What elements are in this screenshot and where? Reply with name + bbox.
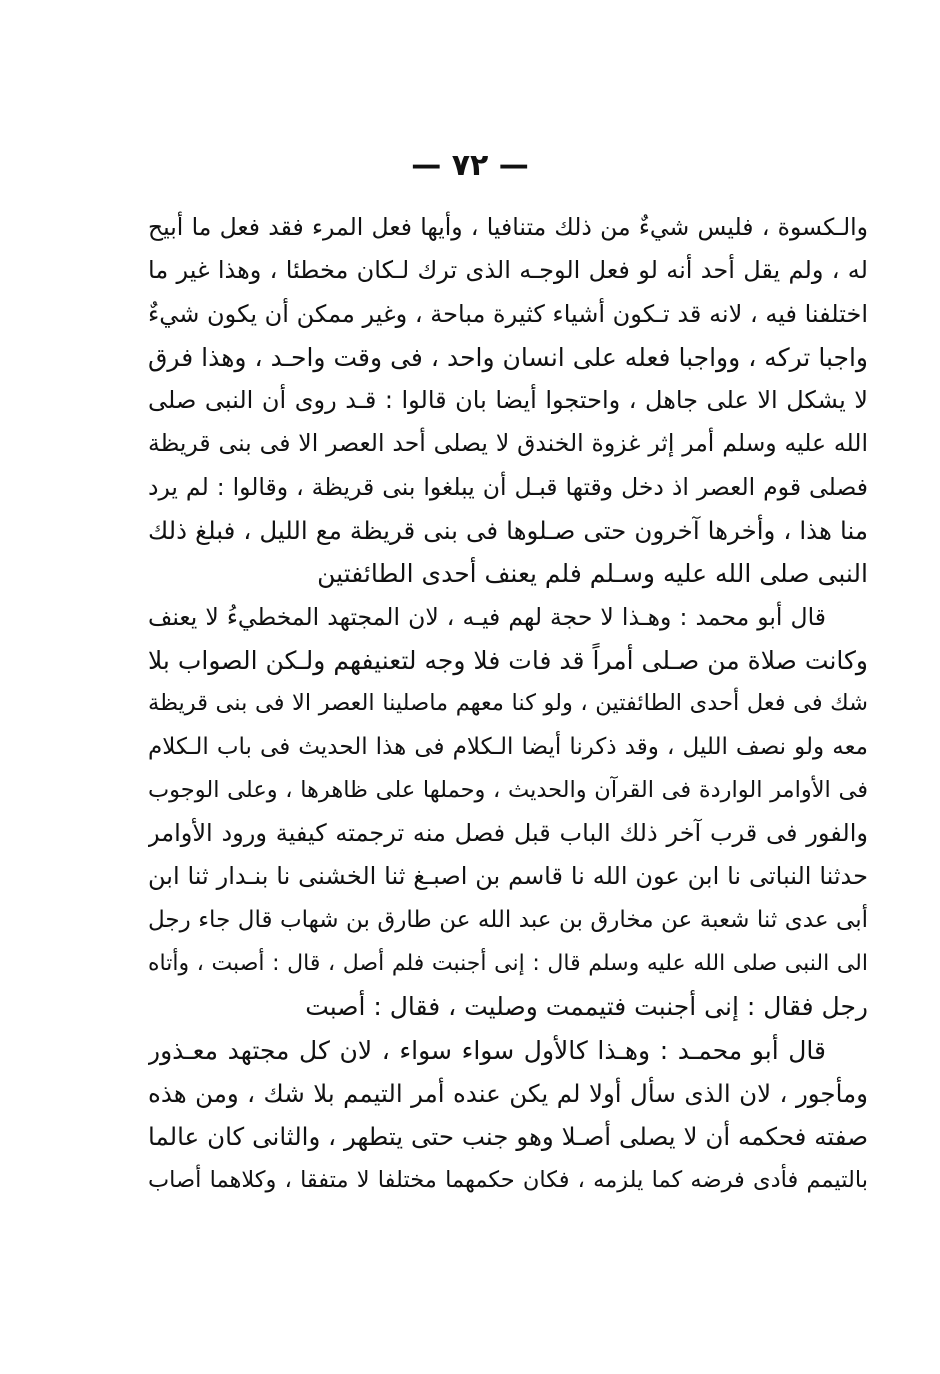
text-line: الله عليه وسلم أمر إثر غزوة الخندق لا يصلى أحد العصر الا فى بنى قريظة — [148, 429, 868, 458]
text-line: منا هذا ، وأخرها آخرون حتى صـلوها فى بنى قريظة مع الليل ، فبلغ ذلك — [148, 516, 868, 546]
text-line: فى الأوامر الواردة فى القرآن والحديث ، وحملها على ظاهرها ، وعلى الوجوب — [148, 776, 868, 803]
text-line: فصلى قوم العصر اذ دخل وقتها قبـل أن يبلغوا بنى قريظة ، وقالوا : لم يرد — [148, 472, 868, 501]
text-line: والفور فى قرب آخر ذلك الباب قبل فصل منه ترجمته كيفية ورود الأوامر — [148, 819, 868, 848]
text-line: ومأجور ، لان الذى سأل أولا لم يكن عنده أمر التيمم بلا شك ، ومن هذه — [148, 1078, 868, 1108]
text-line: والـكسوة ، فليس شيءٌ من ذلك متنافيا ، وأيها فعل المرء فقد فعل ما أبيح — [148, 213, 868, 241]
text-line: وكانت صلاة من صـلى أمراً قد فات فلا وجه لتعنيفهم ولـكن الصواب بلا — [148, 645, 868, 675]
text-line: رجل فقال : إنى أجنبت فتيممت وصليت ، فقال : أصبت — [305, 992, 868, 1022]
page-number: — ٧٢ — — [411, 148, 529, 183]
text-line: أبى عدى ثنا شعبة عن مخارق بن عبد الله عن طارق بن شهاب قال جاء رجل — [148, 906, 868, 933]
body-text — [148, 206, 868, 1202]
text-line: قال أبو محمـد : وهـذا كالأول سواء سواء ، لان كل مجتهد معـذور — [148, 1035, 826, 1065]
text-line: شك فى فعل أحدى الطائفتين ، ولو كنا معهم ماصلينا العصر الا فى بنى قريظة — [148, 690, 868, 717]
text-line: معه ولو نصف الليل ، وقد ذكرنا أيضا الـكلام فى هذا الحديث فى باب الـكلام — [148, 733, 868, 760]
text-line: اختلفنا فيه ، لانه قد تـكون أشياء كثيرة مباحة ، وغير ممكن أن يكون شيءٌ — [148, 299, 868, 328]
text-line: بالتيمم فأدى فرضه كما يلزمه ، فكان حكمهما مختلفا لا متفقا ، وكلاهما أصاب — [148, 1166, 868, 1193]
text-line: قال أبو محمد : وهـذا لا حجة لهم فيـه ، لان المجتهد المخطيءُ لا يعنف — [148, 602, 826, 631]
text-line: النبى صلى الله عليه وسـلم فلم يعنف أحدى الطائفتين — [317, 559, 868, 589]
text-line: واجبا تركه ، وواجبا فعله على انسان واحد ، فى وقت واحـد ، وهذا فرق — [148, 342, 868, 372]
text-line: الى النبى صلى الله عليه وسلم قال : إنى أجنبت فلم أصل ، قال : أصبت ، وأتاه — [148, 951, 868, 977]
paragraph-1 — [148, 206, 868, 596]
text-line: لا يشكل الا على جاهل ، واحتجوا أيضا بان قالوا : قـد روى أن النبى صلى — [148, 386, 868, 415]
paragraph-2 — [148, 596, 868, 1029]
text-line: حدثنا النباتى نا ابن عون الله نا قاسم بن اصبـغ ثنا الخشنى نا بنـدار ثنا ابن — [148, 862, 868, 891]
text-line: صفته فحكمه أن لا يصلى أصـلا وهو جنب حتى يتطهر ، والثانى كان عالما — [148, 1122, 868, 1152]
paragraph-3 — [148, 1029, 868, 1202]
text-line: له ، ولم يقل أحد أنه لو فعل الوجـه الذى ترك لـكان مخطئا ، وهذا غير ما — [148, 256, 868, 285]
